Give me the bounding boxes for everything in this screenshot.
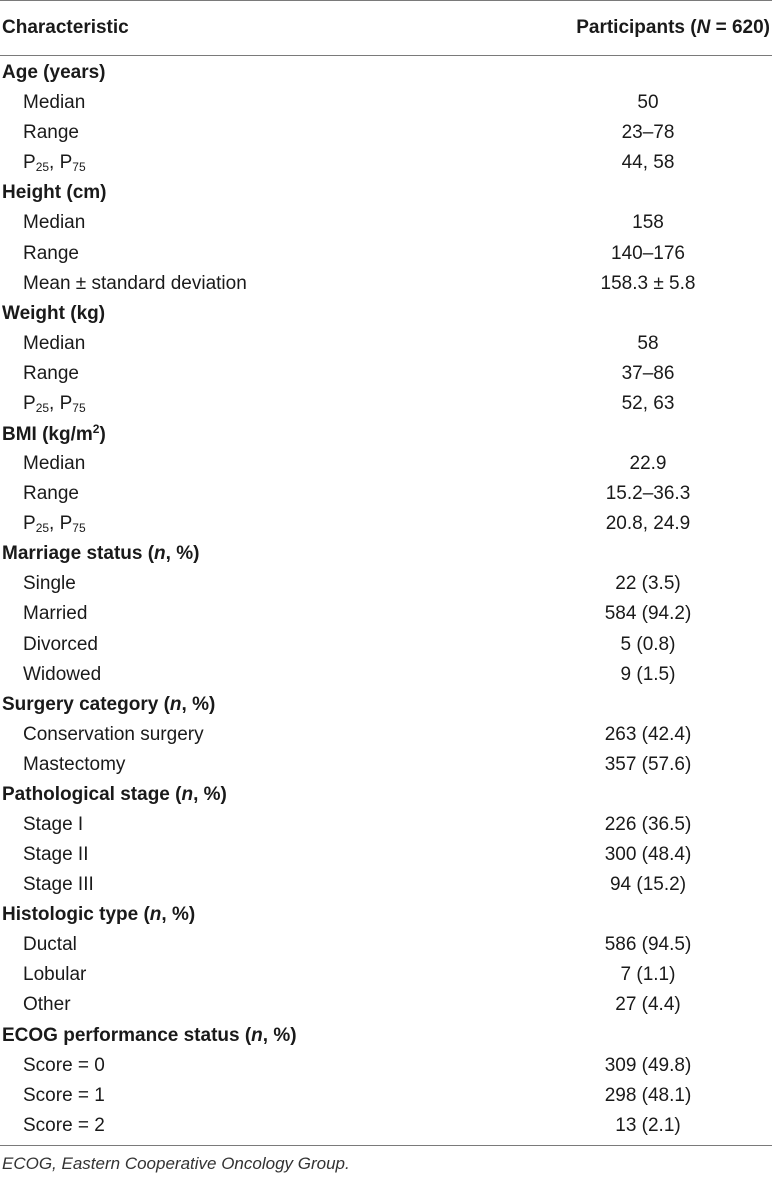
row-label: Conservation surgery [23,723,204,745]
row-value: 27 (4.4) [615,994,681,1016]
section-title: Weight (kg) [2,302,106,324]
row-value: 44, 58 [621,152,675,174]
row-value: 300 (48.4) [604,844,692,866]
row-value: 13 (2.1) [615,1114,681,1136]
table-row [0,449,772,479]
row-value: 226 (36.5) [604,813,692,835]
section-row [0,178,772,208]
row-value: 298 (48.1) [604,1084,692,1106]
table-row [0,269,772,299]
table-row [0,569,772,599]
table-row [0,389,772,419]
row-label: Range [23,122,79,144]
row-label: $P_{25}$, $P_{75}$ [23,392,86,415]
table-row [0,238,772,268]
table-row [0,960,772,990]
header-characteristic: Characteristic [2,17,129,38]
row-label: Range [23,242,79,264]
table-row [0,629,772,659]
row-value: 7 (1.1) [620,964,676,986]
row-value: 15.2–36.3 [605,483,691,505]
row-value: 357 (57.6) [604,753,692,775]
row-value: 37–86 [621,362,675,384]
section-title: BMI $(kg/m^2)$ [2,421,106,445]
section-title: Age (years) [2,62,106,84]
section-row [0,299,772,329]
table-row [0,840,772,870]
table-row [0,118,772,148]
table-row [0,720,772,750]
row-value: 58 [637,332,659,354]
row-label: Stage I [23,813,84,835]
section-row [0,1021,772,1051]
row-value: 22.9 [629,453,667,475]
table-row [0,148,772,178]
table-row [0,660,772,690]
row-label: Other [23,994,71,1016]
table-row [0,750,772,780]
row-label: Mastectomy [23,753,126,775]
table-row [0,870,772,900]
table-row [0,599,772,629]
table-row [0,329,772,359]
section-title: Pathological stage (n, %) [2,783,227,805]
row-label: Ductal [23,934,77,956]
row-value: 23–78 [621,122,675,144]
table-row [0,359,772,389]
table-body [0,56,772,1145]
section-row [0,690,772,720]
table-header [0,1,772,55]
row-value: 22 (3.5) [615,573,681,595]
section-title: Height (cm) [2,182,107,204]
row-label: Lobular [23,964,87,986]
table-row [0,479,772,509]
section-row [0,58,772,88]
section-row [0,419,772,449]
table-row [0,208,772,238]
row-value: 158.3 ± 5.8 [600,272,696,294]
table-row [0,1081,772,1111]
row-value: 140–176 [611,242,685,264]
row-label: Median [23,212,86,234]
row-label: Single [23,573,76,595]
row-label: Score = 0 [23,1054,105,1076]
row-label: $P_{25}$, $P_{75}$ [23,152,86,175]
section-title: Surgery category (n, %) [2,693,216,715]
row-value: 9 (1.5) [620,663,676,685]
row-label: Median [23,92,86,114]
row-value: 20.8, 24.9 [605,513,691,535]
table-row [0,88,772,118]
row-label: Range [23,362,79,384]
row-label: Married [23,603,88,625]
row-value: 584 (94.2) [604,603,692,625]
table-row [0,509,772,539]
row-value: 50 [637,92,659,114]
section-row [0,539,772,569]
row-value: 263 (42.4) [604,723,692,745]
row-label: Median [23,332,86,354]
header-participants: Participants (N = 620) [576,17,770,38]
table-row [0,1111,772,1141]
row-label: Score = 1 [23,1084,105,1106]
row-value: 94 (15.2) [609,874,687,896]
row-label: Divorced [23,633,98,655]
row-value: 309 (49.8) [604,1054,692,1076]
row-label: Score = 2 [23,1114,105,1136]
row-value: 5 (0.8) [620,633,676,655]
section-title: Histologic type (n, %) [2,904,196,926]
table-row [0,810,772,840]
table-footnote: ECOG, Eastern Cooperative Oncology Group. [2,1153,350,1173]
section-title: Marriage status (n, %) [2,543,200,565]
section-row [0,780,772,810]
section-title: ECOG performance status (n, %) [2,1024,297,1046]
row-label: $P_{25}$, $P_{75}$ [23,513,86,536]
row-label: Stage II [23,844,89,866]
row-label: Stage III [23,874,94,896]
row-value: 52, 63 [621,392,675,414]
row-label: Range [23,483,79,505]
table-row [0,930,772,960]
table-row [0,1051,772,1081]
row-label: Mean ± standard deviation [23,272,247,294]
section-row [0,900,772,930]
table-row [0,990,772,1020]
row-value: 586 (94.5) [604,934,692,956]
row-value: 158 [632,212,664,234]
row-label: Widowed [23,663,102,685]
row-label: Median [23,453,86,475]
